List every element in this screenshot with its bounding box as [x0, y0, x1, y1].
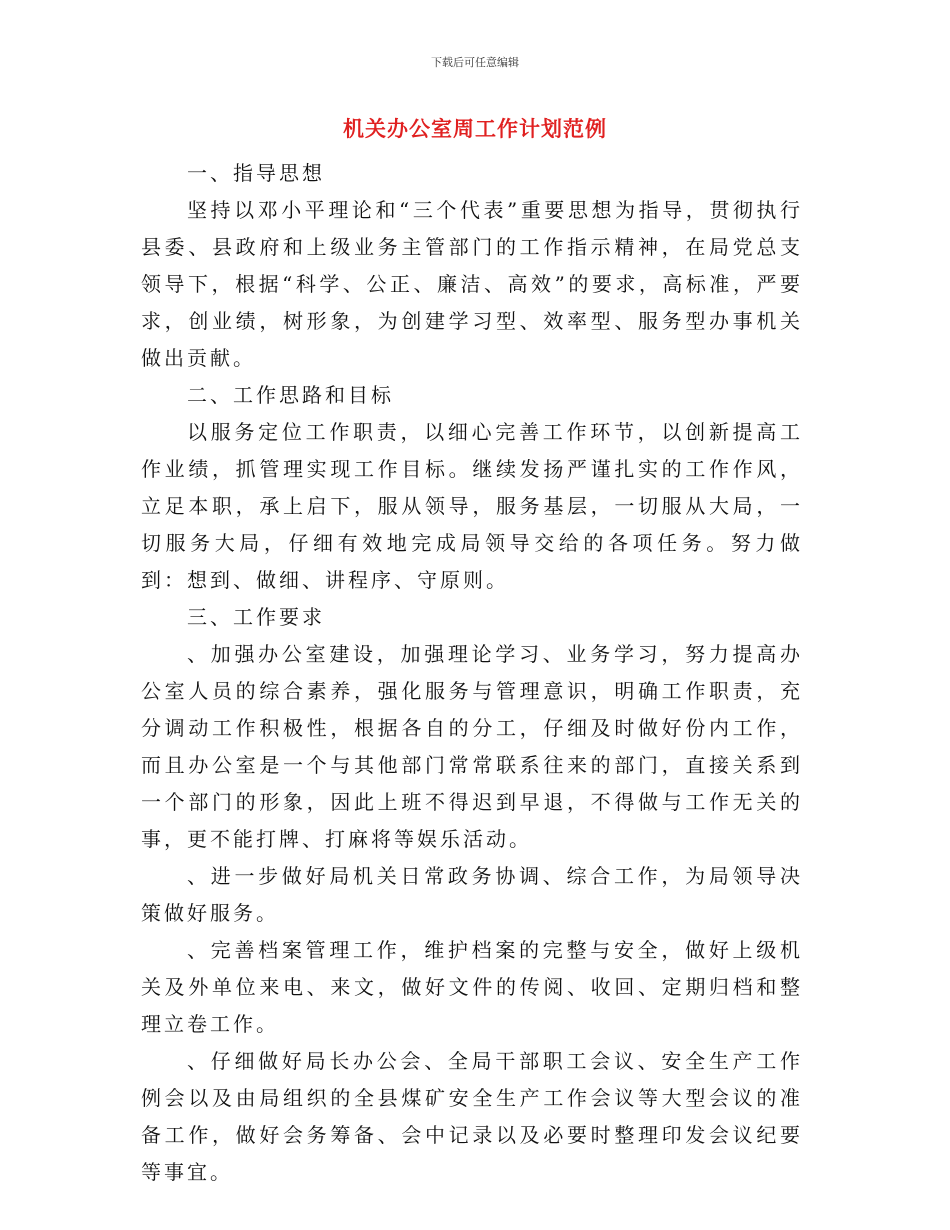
paragraph: 、完善档案管理工作，维护档案的完整与安全，做好上级机关及外单位来电、来文，做好文件的传阅、收回、定期归档和整理立卷工作。 — [141, 938, 803, 1036]
section-heading-1: 一、指导思想 — [187, 161, 325, 185]
document-title: 机关办公室周工作计划范例 — [343, 117, 607, 141]
paragraph: 、仔细做好局长办公会、全局干部职工会议、安全生产工作例会以及由局组织的全县煤矿安全生产工作会议等大型会议的准备工作，做好会务筹备、会中记录以及必要时整理印发会议纪要等事宜。 — [141, 1049, 803, 1184]
section-heading-3: 三、工作要求 — [187, 605, 325, 629]
paragraph: 坚持以邓小平理论和“三个代表”重要思想为指导，贯彻执行县委、县政府和上级业务主管部门的工作指示精神，在局党总支领导下，根据“科学、公正、廉洁、高效”的要求，高标准，严要求，创业绩，树形象，为创建学习型、效率型、服务型办事机关做出贡献。 — [141, 198, 803, 370]
paragraph: 、加强办公室建设，加强理论学习、业务学习，努力提高办公室人员的综合素养，强化服务与管理意识，明确工作职责，充分调动工作积极性，根据各自的分工，仔细及时做好份内工作，而且办公室是一个与其他部门常常联系往来的部门，直接关系到一个部门的形象，因此上班不得迟到早退，不得做与工作无关的事，更不能打牌、打麻将等娱乐活动。 — [141, 642, 803, 851]
document-body — [141, 155, 803, 1191]
header-note: 下载后可任意编辑 — [431, 56, 519, 69]
section-heading-2: 二、工作思路和目标 — [187, 383, 394, 407]
paragraph: 、进一步做好局机关日常政务协调、综合工作，为局领导决策做好服务。 — [141, 864, 803, 925]
paragraph: 以服务定位工作职责，以细心完善工作环节，以创新提高工作业绩，抓管理实现工作目标。继续发扬严谨扎实的工作作风，立足本职，承上启下，服从领导，服务基层，一切服从大局，一切服务大局，仔细有效地完成局领导交给的各项任务。努力做到：想到、做细、讲程序、守原则。 — [141, 420, 803, 592]
